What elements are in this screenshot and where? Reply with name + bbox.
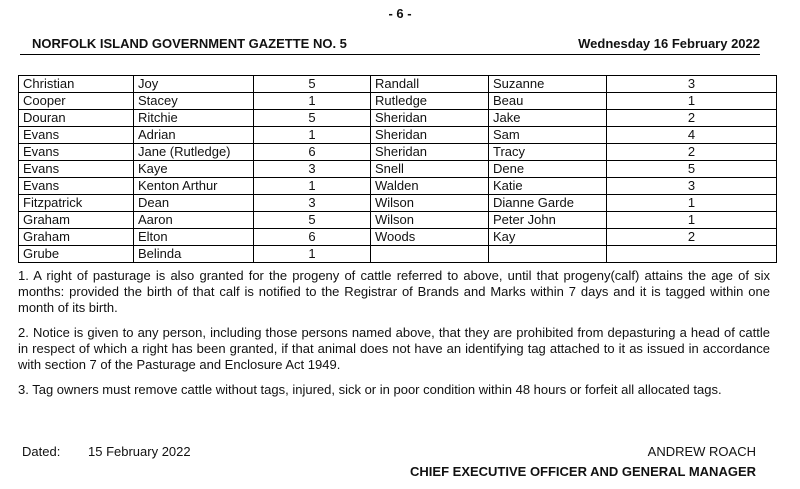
given-name-cell: Dean <box>134 195 254 212</box>
surname-cell: Graham <box>19 229 134 246</box>
given-name-cell <box>489 246 607 263</box>
signer-title: CHIEF EXECUTIVE OFFICER AND GENERAL MANAGER <box>410 464 756 479</box>
table-row <box>19 246 777 263</box>
given-name-cell: Suzanne <box>489 76 607 93</box>
table-row <box>19 229 777 246</box>
given-name-cell: Dianne Garde <box>489 195 607 212</box>
surname-cell: Sheridan <box>371 127 489 144</box>
surname-cell: Christian <box>19 76 134 93</box>
note-tag-owners: 3. Tag owners must remove cattle without tags, injured, sick or in poor condition within 48 hours or forfeit all allocated tags. <box>18 382 722 397</box>
surname-cell <box>371 246 489 263</box>
tag-count-cell: 2 <box>607 229 777 246</box>
tag-count-cell: 1 <box>254 246 371 263</box>
given-name-cell: Jane (Rutledge) <box>134 144 254 161</box>
surname-cell: Evans <box>19 178 134 195</box>
given-name-cell: Peter John <box>489 212 607 229</box>
surname-cell: Evans <box>19 161 134 178</box>
table-row <box>19 195 777 212</box>
tag-count-cell: 3 <box>607 178 777 195</box>
table-row <box>19 178 777 195</box>
table-row <box>19 76 777 93</box>
table-row <box>19 161 777 178</box>
surname-cell: Fitzpatrick <box>19 195 134 212</box>
tag-count-cell: 2 <box>607 144 777 161</box>
surname-cell: Sheridan <box>371 110 489 127</box>
tag-count-cell: 3 <box>607 76 777 93</box>
surname-cell: Randall <box>371 76 489 93</box>
tag-count-cell: 1 <box>607 195 777 212</box>
given-name-cell: Ritchie <box>134 110 254 127</box>
surname-cell: Evans <box>19 127 134 144</box>
given-name-cell: Beau <box>489 93 607 110</box>
tag-count-cell: 4 <box>607 127 777 144</box>
tag-count-cell: 6 <box>254 144 371 161</box>
tag-count-cell: 5 <box>254 76 371 93</box>
note-identifying-tag: 2. Notice is given to any person, including those persons named above, that they are prohibited from depasturing a head of cattle in respect of which a right has been granted, if that animal does not have an identifying tag attached to it as issued in accordance with section 7 of the Pasturage and Enclosure Act 1949. <box>18 325 770 372</box>
surname-cell: Sheridan <box>371 144 489 161</box>
table-row <box>19 127 777 144</box>
surname-cell: Evans <box>19 144 134 161</box>
gazette-date: Wednesday 16 February 2022 <box>578 36 760 51</box>
cattle-owners-table-body <box>19 76 777 263</box>
surname-cell: Douran <box>19 110 134 127</box>
tag-count-cell: 3 <box>254 195 371 212</box>
tag-count-cell: 3 <box>254 161 371 178</box>
surname-cell: Cooper <box>19 93 134 110</box>
surname-cell: Grube <box>19 246 134 263</box>
cattle-owners-table <box>18 75 777 263</box>
given-name-cell: Tracy <box>489 144 607 161</box>
tag-count-cell: 1 <box>254 93 371 110</box>
table-row <box>19 93 777 110</box>
surname-cell: Walden <box>371 178 489 195</box>
given-name-cell: Kenton Arthur <box>134 178 254 195</box>
given-name-cell: Sam <box>489 127 607 144</box>
surname-cell: Rutledge <box>371 93 489 110</box>
surname-cell: Snell <box>371 161 489 178</box>
given-name-cell: Elton <box>134 229 254 246</box>
table-row <box>19 110 777 127</box>
tag-count-cell: 1 <box>607 212 777 229</box>
gazette-header <box>20 36 760 55</box>
surname-cell: Wilson <box>371 195 489 212</box>
tag-count-cell: 5 <box>254 212 371 229</box>
gazette-title: NORFOLK ISLAND GOVERNMENT GAZETTE NO. 5 <box>32 36 347 51</box>
dated-label: Dated: <box>22 444 61 459</box>
given-name-cell: Dene <box>489 161 607 178</box>
given-name-cell: Katie <box>489 178 607 195</box>
given-name-cell: Kay <box>489 229 607 246</box>
signer-name: ANDREW ROACH <box>647 444 756 459</box>
tag-count-cell: 2 <box>607 110 777 127</box>
table-row <box>19 144 777 161</box>
tag-count-cell: 1 <box>254 178 371 195</box>
given-name-cell: Jake <box>489 110 607 127</box>
tag-count-cell: 5 <box>607 161 777 178</box>
note-pasturage-progeny: 1. A right of pasturage is also granted for the progeny of cattle referred to above, until that progeny(calf) attains the age of six months: provided the birth of that calf is notified to the Registrar of Brands and Marks within 7 days and it is tagged within one month of its birth. <box>18 268 770 315</box>
notes-section <box>18 268 770 407</box>
surname-cell: Graham <box>19 212 134 229</box>
tag-count-cell: 1 <box>254 127 371 144</box>
given-name-cell: Stacey <box>134 93 254 110</box>
tag-count-cell: 6 <box>254 229 371 246</box>
surname-cell: Wilson <box>371 212 489 229</box>
given-name-cell: Adrian <box>134 127 254 144</box>
given-name-cell: Kaye <box>134 161 254 178</box>
given-name-cell: Belinda <box>134 246 254 263</box>
dated-value: 15 February 2022 <box>88 444 191 459</box>
tag-count-cell <box>607 246 777 263</box>
surname-cell: Woods <box>371 229 489 246</box>
tag-count-cell: 1 <box>607 93 777 110</box>
given-name-cell: Aaron <box>134 212 254 229</box>
tag-count-cell: 5 <box>254 110 371 127</box>
given-name-cell: Joy <box>134 76 254 93</box>
page-number: - 6 - <box>388 6 412 21</box>
table-row <box>19 212 777 229</box>
